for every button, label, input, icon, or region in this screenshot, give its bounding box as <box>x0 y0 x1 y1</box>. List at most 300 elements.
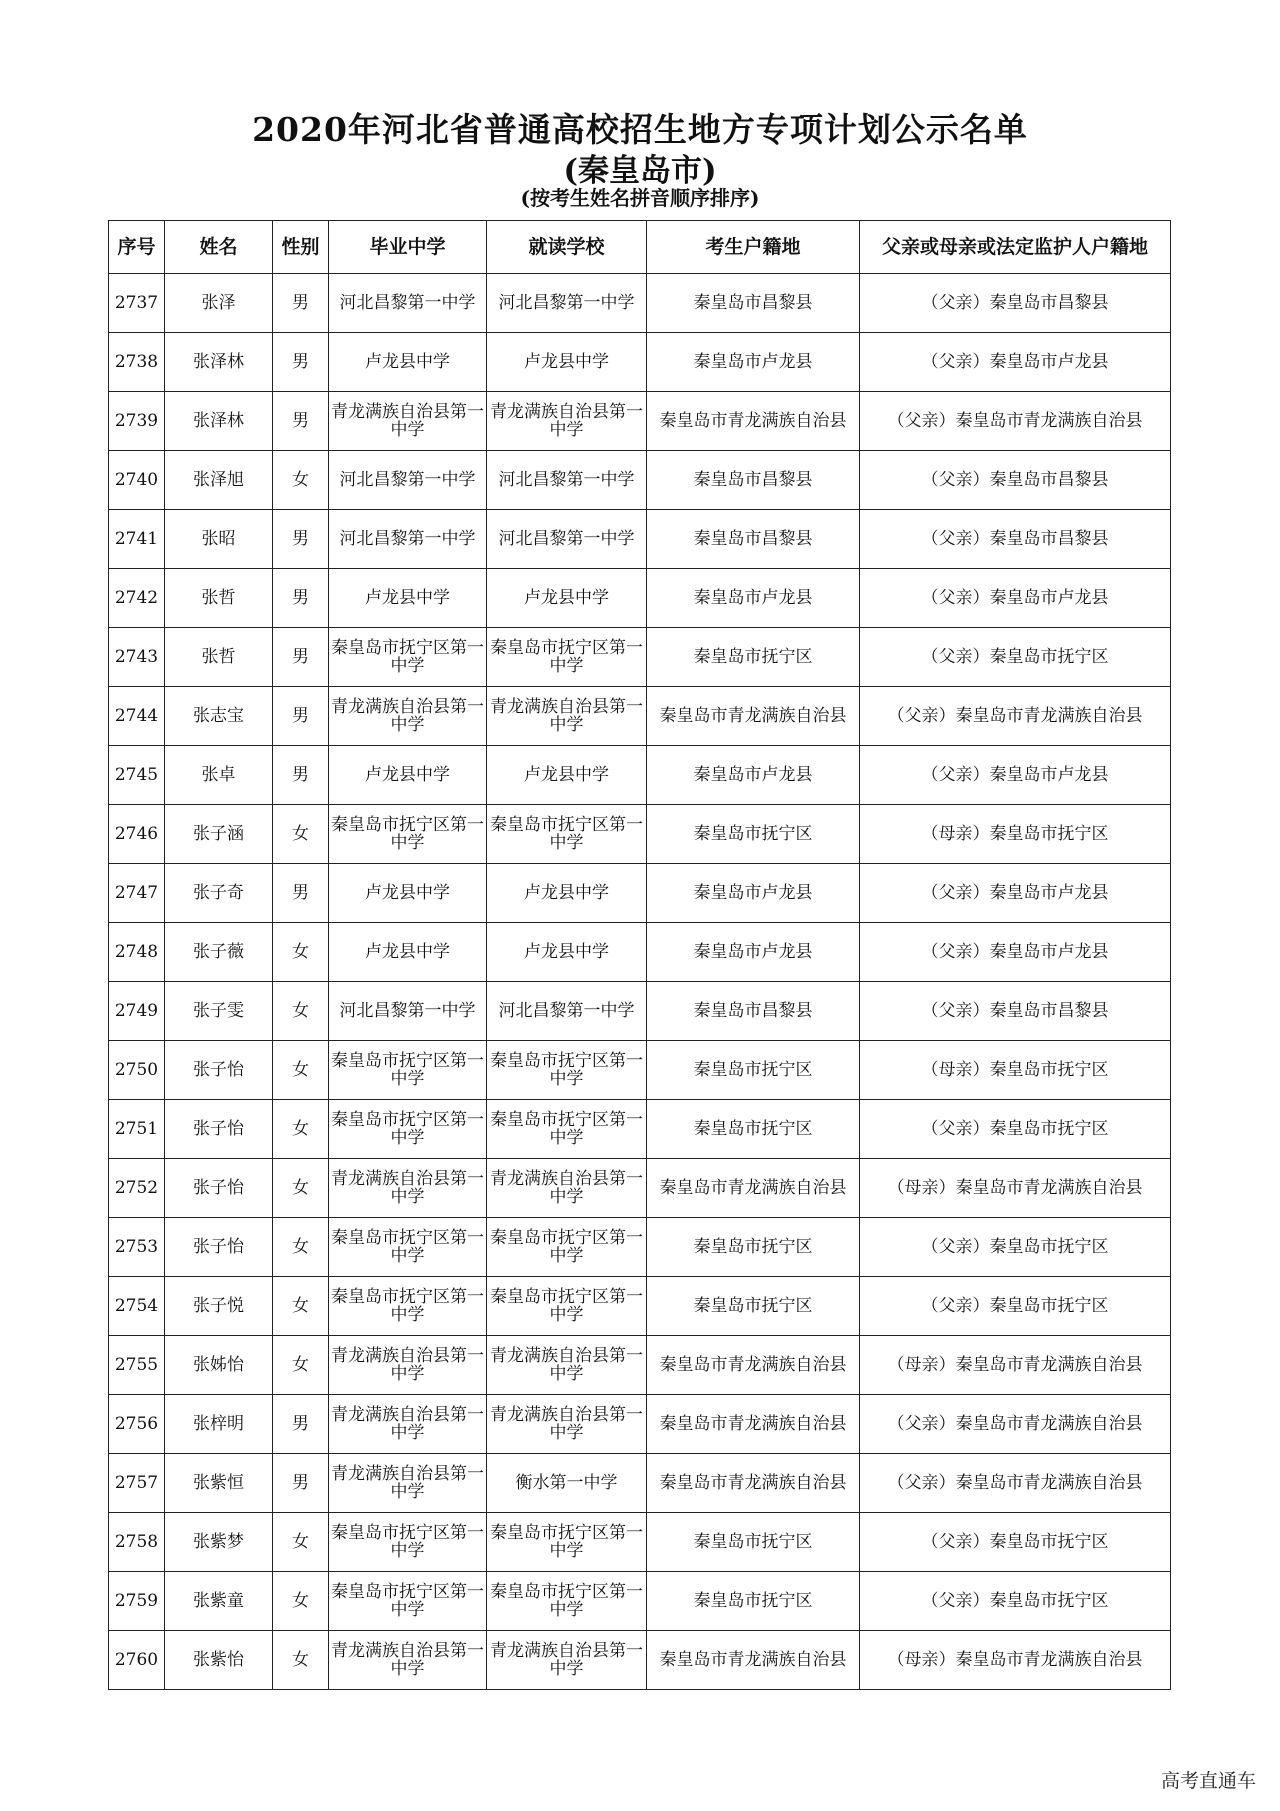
table-row <box>109 628 1171 687</box>
close-paren: ） <box>972 1119 990 1139</box>
cell-student-hukou: 秦皇岛市昌黎县 <box>647 982 860 1041</box>
open-paren: （ <box>887 1178 905 1198</box>
table-row <box>109 451 1171 510</box>
cell-current-school: 卢龙县中学 <box>487 746 647 805</box>
guardian-hukou: 秦皇岛市抚宁区 <box>989 1060 1109 1080</box>
open-paren: （ <box>921 1001 939 1021</box>
page-title: 2020年河北省普通高校招生地方专项计划公示名单 <box>252 110 1028 149</box>
table-row <box>109 864 1171 923</box>
table-row <box>109 333 1171 392</box>
cell-student-hukou: 秦皇岛市青龙满族自治县 <box>647 1454 860 1513</box>
cell-serial: 2759 <box>109 1572 165 1631</box>
header-graduation-school: 毕业中学 <box>329 221 487 274</box>
cell-serial: 2743 <box>109 628 165 687</box>
cell-student-hukou: 秦皇岛市抚宁区 <box>647 1277 860 1336</box>
cell-graduation-school: 河北昌黎第一中学 <box>329 982 487 1041</box>
cell-graduation-school: 秦皇岛市抚宁区第一中学 <box>329 1572 487 1631</box>
cell-gender: 男 <box>273 510 329 569</box>
watermark: 高考直通车 <box>1160 1770 1256 1792</box>
cell-graduation-school: 卢龙县中学 <box>329 333 487 392</box>
guardian-hukou: 秦皇岛市青龙满族自治县 <box>955 1355 1143 1375</box>
cell-serial: 2740 <box>109 451 165 510</box>
cell-gender: 女 <box>273 982 329 1041</box>
cell-serial: 2744 <box>109 687 165 746</box>
open-paren: （ <box>921 824 939 844</box>
cell-student-hukou: 秦皇岛市抚宁区 <box>647 805 860 864</box>
header-current-school: 就读学校 <box>487 221 647 274</box>
cell-graduation-school: 青龙满族自治县第一中学 <box>329 1159 487 1218</box>
cell-graduation-school: 秦皇岛市抚宁区第一中学 <box>329 1513 487 1572</box>
cell-graduation-school: 青龙满族自治县第一中学 <box>329 1631 487 1690</box>
cell-current-school: 卢龙县中学 <box>487 569 647 628</box>
cell-name: 张志宝 <box>165 687 273 746</box>
cell-student-hukou: 秦皇岛市青龙满族自治县 <box>647 392 860 451</box>
cell-name: 张梓明 <box>165 1395 273 1454</box>
cell-name: 张紫童 <box>165 1572 273 1631</box>
cell-current-school: 秦皇岛市抚宁区第一中学 <box>487 1572 647 1631</box>
close-paren: ） <box>972 1237 990 1257</box>
guardian-hukou: 秦皇岛市青龙满族自治县 <box>955 706 1143 726</box>
cell-current-school: 卢龙县中学 <box>487 333 647 392</box>
table-row <box>109 1100 1171 1159</box>
cell-guardian-hukou <box>860 1395 1171 1454</box>
cell-guardian-hukou <box>860 1336 1171 1395</box>
cell-serial: 2737 <box>109 274 165 333</box>
cell-current-school: 青龙满族自治县第一中学 <box>487 392 647 451</box>
cell-current-school: 秦皇岛市抚宁区第一中学 <box>487 1100 647 1159</box>
guardian-relation: 母亲 <box>904 1178 939 1198</box>
open-paren: （ <box>921 1060 939 1080</box>
cell-name: 张紫怡 <box>165 1631 273 1690</box>
table-row <box>109 1218 1171 1277</box>
table-row <box>109 1336 1171 1395</box>
cell-student-hukou: 秦皇岛市昌黎县 <box>647 510 860 569</box>
close-paren: ） <box>938 706 956 726</box>
cell-serial: 2755 <box>109 1336 165 1395</box>
table-row <box>109 392 1171 451</box>
cell-serial: 2760 <box>109 1631 165 1690</box>
cell-serial: 2753 <box>109 1218 165 1277</box>
table-row <box>109 510 1171 569</box>
cell-student-hukou: 秦皇岛市青龙满族自治县 <box>647 1159 860 1218</box>
table-row <box>109 569 1171 628</box>
cell-current-school: 秦皇岛市抚宁区第一中学 <box>487 1513 647 1572</box>
cell-name: 张子雯 <box>165 982 273 1041</box>
table-row <box>109 1395 1171 1454</box>
table-row <box>109 1159 1171 1218</box>
table-body <box>109 274 1171 1690</box>
cell-student-hukou: 秦皇岛市卢龙县 <box>647 923 860 982</box>
cell-name: 张子怡 <box>165 1041 273 1100</box>
open-paren: （ <box>921 647 939 667</box>
cell-guardian-hukou <box>860 274 1171 333</box>
cell-graduation-school: 青龙满族自治县第一中学 <box>329 1395 487 1454</box>
table-header-row <box>109 221 1171 274</box>
table-row <box>109 746 1171 805</box>
cell-current-school: 青龙满族自治县第一中学 <box>487 1336 647 1395</box>
guardian-hukou: 秦皇岛市青龙满族自治县 <box>955 1178 1143 1198</box>
cell-guardian-hukou <box>860 746 1171 805</box>
cell-student-hukou: 秦皇岛市抚宁区 <box>647 1513 860 1572</box>
cell-student-hukou: 秦皇岛市青龙满族自治县 <box>647 1395 860 1454</box>
table-row <box>109 1513 1171 1572</box>
guardian-relation: 父亲 <box>904 1473 939 1493</box>
cell-gender: 男 <box>273 392 329 451</box>
guardian-relation: 父亲 <box>938 647 973 667</box>
cell-student-hukou: 秦皇岛市抚宁区 <box>647 1100 860 1159</box>
table-row <box>109 805 1171 864</box>
table-row <box>109 982 1171 1041</box>
close-paren: ） <box>938 1473 956 1493</box>
cell-guardian-hukou <box>860 1513 1171 1572</box>
cell-serial: 2747 <box>109 864 165 923</box>
cell-name: 张卓 <box>165 746 273 805</box>
cell-gender: 女 <box>273 1277 329 1336</box>
cell-current-school: 秦皇岛市抚宁区第一中学 <box>487 628 647 687</box>
cell-current-school: 河北昌黎第一中学 <box>487 274 647 333</box>
header-guardian-hukou: 父亲或母亲或法定监护人户籍地 <box>860 221 1171 274</box>
cell-student-hukou: 秦皇岛市青龙满族自治县 <box>647 687 860 746</box>
cell-serial: 2741 <box>109 510 165 569</box>
cell-guardian-hukou <box>860 333 1171 392</box>
cell-graduation-school: 秦皇岛市抚宁区第一中学 <box>329 805 487 864</box>
guardian-relation: 父亲 <box>938 942 973 962</box>
cell-student-hukou: 秦皇岛市抚宁区 <box>647 1041 860 1100</box>
cell-student-hukou: 秦皇岛市昌黎县 <box>647 274 860 333</box>
guardian-relation: 父亲 <box>938 883 973 903</box>
cell-name: 张子怡 <box>165 1100 273 1159</box>
open-paren: （ <box>887 411 905 431</box>
table-row <box>109 1631 1171 1690</box>
open-paren: （ <box>921 765 939 785</box>
cell-serial: 2751 <box>109 1100 165 1159</box>
cell-graduation-school: 河北昌黎第一中学 <box>329 274 487 333</box>
cell-current-school: 卢龙县中学 <box>487 923 647 982</box>
cell-name: 张泽林 <box>165 392 273 451</box>
table-row <box>109 923 1171 982</box>
cell-graduation-school: 青龙满族自治县第一中学 <box>329 1454 487 1513</box>
cell-guardian-hukou <box>860 1572 1171 1631</box>
cell-serial: 2746 <box>109 805 165 864</box>
close-paren: ） <box>972 942 990 962</box>
open-paren: （ <box>921 529 939 549</box>
cell-name: 张紫恒 <box>165 1454 273 1513</box>
cell-student-hukou: 秦皇岛市抚宁区 <box>647 1218 860 1277</box>
cell-serial: 2750 <box>109 1041 165 1100</box>
cell-gender: 男 <box>273 274 329 333</box>
guardian-hukou: 秦皇岛市青龙满族自治县 <box>955 1650 1143 1670</box>
open-paren: （ <box>921 1237 939 1257</box>
cell-name: 张子薇 <box>165 923 273 982</box>
cell-current-school: 卢龙县中学 <box>487 864 647 923</box>
guardian-hukou: 秦皇岛市抚宁区 <box>989 1296 1109 1316</box>
guardian-relation: 父亲 <box>904 411 939 431</box>
cell-gender: 男 <box>273 1395 329 1454</box>
cell-graduation-school: 河北昌黎第一中学 <box>329 510 487 569</box>
cell-gender: 女 <box>273 923 329 982</box>
cell-gender: 女 <box>273 1336 329 1395</box>
guardian-hukou: 秦皇岛市昌黎县 <box>989 293 1109 313</box>
cell-name: 张哲 <box>165 628 273 687</box>
open-paren: （ <box>887 1414 905 1434</box>
cell-gender: 女 <box>273 1100 329 1159</box>
cell-serial: 2742 <box>109 569 165 628</box>
guardian-relation: 父亲 <box>938 1532 973 1552</box>
close-paren: ） <box>972 883 990 903</box>
guardian-hukou: 秦皇岛市昌黎县 <box>989 470 1109 490</box>
cell-gender: 女 <box>273 451 329 510</box>
guardian-hukou: 秦皇岛市卢龙县 <box>989 352 1109 372</box>
cell-graduation-school: 秦皇岛市抚宁区第一中学 <box>329 628 487 687</box>
guardian-relation: 母亲 <box>938 824 973 844</box>
cell-current-school: 秦皇岛市抚宁区第一中学 <box>487 1277 647 1336</box>
guardian-hukou: 秦皇岛市昌黎县 <box>989 529 1109 549</box>
cell-name: 张哲 <box>165 569 273 628</box>
cell-name: 张紫梦 <box>165 1513 273 1572</box>
guardian-hukou: 秦皇岛市卢龙县 <box>989 942 1109 962</box>
guardian-relation: 父亲 <box>938 1237 973 1257</box>
guardian-hukou: 秦皇岛市抚宁区 <box>989 1591 1109 1611</box>
cell-current-school: 青龙满族自治县第一中学 <box>487 1159 647 1218</box>
cell-gender: 男 <box>273 864 329 923</box>
cell-guardian-hukou <box>860 1100 1171 1159</box>
guardian-relation: 母亲 <box>904 1650 939 1670</box>
cell-guardian-hukou <box>860 1218 1171 1277</box>
table-row <box>109 1277 1171 1336</box>
cell-name: 张子怡 <box>165 1159 273 1218</box>
cell-current-school: 秦皇岛市抚宁区第一中学 <box>487 805 647 864</box>
open-paren: （ <box>887 1473 905 1493</box>
cell-name: 张子涵 <box>165 805 273 864</box>
cell-guardian-hukou <box>860 687 1171 746</box>
guardian-relation: 父亲 <box>904 706 939 726</box>
guardian-hukou: 秦皇岛市抚宁区 <box>989 1532 1109 1552</box>
guardian-relation: 父亲 <box>938 529 973 549</box>
guardian-hukou: 秦皇岛市卢龙县 <box>989 588 1109 608</box>
close-paren: ） <box>972 824 990 844</box>
guardian-relation: 父亲 <box>938 1001 973 1021</box>
table-row <box>109 687 1171 746</box>
cell-student-hukou: 秦皇岛市昌黎县 <box>647 451 860 510</box>
cell-name: 张姊怡 <box>165 1336 273 1395</box>
close-paren: ） <box>972 1060 990 1080</box>
guardian-hukou: 秦皇岛市抚宁区 <box>989 647 1109 667</box>
close-paren: ） <box>938 1414 956 1434</box>
cell-gender: 男 <box>273 687 329 746</box>
header-serial: 序号 <box>109 221 165 274</box>
cell-current-school: 河北昌黎第一中学 <box>487 451 647 510</box>
guardian-relation: 父亲 <box>938 588 973 608</box>
table-row <box>109 274 1171 333</box>
header-gender: 性别 <box>273 221 329 274</box>
cell-graduation-school: 秦皇岛市抚宁区第一中学 <box>329 1277 487 1336</box>
table-row <box>109 1454 1171 1513</box>
cell-graduation-school: 卢龙县中学 <box>329 746 487 805</box>
cell-gender: 女 <box>273 1218 329 1277</box>
open-paren: （ <box>921 1119 939 1139</box>
cell-guardian-hukou <box>860 392 1171 451</box>
cell-current-school: 青龙满族自治县第一中学 <box>487 1395 647 1454</box>
close-paren: ） <box>972 1591 990 1611</box>
open-paren: （ <box>887 706 905 726</box>
guardian-hukou: 秦皇岛市卢龙县 <box>989 883 1109 903</box>
cell-guardian-hukou <box>860 1454 1171 1513</box>
cell-serial: 2739 <box>109 392 165 451</box>
guardian-hukou: 秦皇岛市昌黎县 <box>989 1001 1109 1021</box>
cell-name: 张子怡 <box>165 1218 273 1277</box>
admission-list-table <box>108 220 1171 1690</box>
cell-name: 张泽 <box>165 274 273 333</box>
close-paren: ） <box>972 529 990 549</box>
close-paren: ） <box>972 765 990 785</box>
cell-student-hukou: 秦皇岛市卢龙县 <box>647 864 860 923</box>
cell-graduation-school: 卢龙县中学 <box>329 569 487 628</box>
cell-student-hukou: 秦皇岛市青龙满族自治县 <box>647 1631 860 1690</box>
close-paren: ） <box>972 352 990 372</box>
cell-current-school: 衡水第一中学 <box>487 1454 647 1513</box>
open-paren: （ <box>921 293 939 313</box>
cell-student-hukou: 秦皇岛市抚宁区 <box>647 1572 860 1631</box>
open-paren: （ <box>921 1532 939 1552</box>
cell-graduation-school: 河北昌黎第一中学 <box>329 451 487 510</box>
cell-gender: 女 <box>273 1572 329 1631</box>
cell-graduation-school: 卢龙县中学 <box>329 923 487 982</box>
open-paren: （ <box>921 1296 939 1316</box>
cell-gender: 女 <box>273 1159 329 1218</box>
open-paren: （ <box>921 352 939 372</box>
cell-guardian-hukou <box>860 1277 1171 1336</box>
open-paren: （ <box>921 470 939 490</box>
cell-name: 张子奇 <box>165 864 273 923</box>
cell-guardian-hukou <box>860 1159 1171 1218</box>
guardian-relation: 父亲 <box>938 1591 973 1611</box>
guardian-relation: 父亲 <box>938 765 973 785</box>
cell-guardian-hukou <box>860 510 1171 569</box>
open-paren: （ <box>921 1591 939 1611</box>
cell-gender: 男 <box>273 628 329 687</box>
cell-guardian-hukou <box>860 628 1171 687</box>
cell-serial: 2749 <box>109 982 165 1041</box>
cell-gender: 女 <box>273 1041 329 1100</box>
cell-graduation-school: 青龙满族自治县第一中学 <box>329 687 487 746</box>
cell-serial: 2757 <box>109 1454 165 1513</box>
cell-current-school: 青龙满族自治县第一中学 <box>487 1631 647 1690</box>
cell-student-hukou: 秦皇岛市青龙满族自治县 <box>647 1336 860 1395</box>
header-name: 姓名 <box>165 221 273 274</box>
close-paren: ） <box>972 588 990 608</box>
guardian-relation: 父亲 <box>938 293 973 313</box>
guardian-hukou: 秦皇岛市抚宁区 <box>989 824 1109 844</box>
close-paren: ） <box>938 1650 956 1670</box>
cell-guardian-hukou <box>860 923 1171 982</box>
open-paren: （ <box>921 588 939 608</box>
close-paren: ） <box>972 470 990 490</box>
close-paren: ） <box>972 1001 990 1021</box>
close-paren: ） <box>972 1532 990 1552</box>
cell-guardian-hukou <box>860 1631 1171 1690</box>
page-subtitle-sort-note: (按考生姓名拼音顺序排序) <box>520 186 760 210</box>
cell-gender: 男 <box>273 569 329 628</box>
open-paren: （ <box>921 942 939 962</box>
guardian-hukou: 秦皇岛市青龙满族自治县 <box>955 1473 1143 1493</box>
guardian-relation: 父亲 <box>938 470 973 490</box>
cell-gender: 男 <box>273 746 329 805</box>
cell-serial: 2738 <box>109 333 165 392</box>
cell-guardian-hukou <box>860 569 1171 628</box>
cell-gender: 女 <box>273 1631 329 1690</box>
guardian-hukou: 秦皇岛市卢龙县 <box>989 765 1109 785</box>
close-paren: ） <box>972 1296 990 1316</box>
guardian-hukou: 秦皇岛市青龙满族自治县 <box>955 411 1143 431</box>
cell-student-hukou: 秦皇岛市卢龙县 <box>647 333 860 392</box>
cell-serial: 2752 <box>109 1159 165 1218</box>
cell-name: 张昭 <box>165 510 273 569</box>
cell-gender: 女 <box>273 805 329 864</box>
guardian-hukou: 秦皇岛市抚宁区 <box>989 1237 1109 1257</box>
cell-gender: 男 <box>273 333 329 392</box>
cell-serial: 2756 <box>109 1395 165 1454</box>
cell-serial: 2754 <box>109 1277 165 1336</box>
close-paren: ） <box>938 1355 956 1375</box>
cell-graduation-school: 秦皇岛市抚宁区第一中学 <box>329 1100 487 1159</box>
guardian-relation: 父亲 <box>938 1296 973 1316</box>
open-paren: （ <box>887 1650 905 1670</box>
cell-current-school: 河北昌黎第一中学 <box>487 510 647 569</box>
cell-guardian-hukou <box>860 451 1171 510</box>
guardian-relation: 父亲 <box>938 1119 973 1139</box>
guardian-relation: 母亲 <box>938 1060 973 1080</box>
close-paren: ） <box>938 1178 956 1198</box>
cell-guardian-hukou <box>860 1041 1171 1100</box>
cell-serial: 2748 <box>109 923 165 982</box>
cell-student-hukou: 秦皇岛市卢龙县 <box>647 569 860 628</box>
close-paren: ） <box>938 411 956 431</box>
cell-graduation-school: 青龙满族自治县第一中学 <box>329 1336 487 1395</box>
cell-guardian-hukou <box>860 982 1171 1041</box>
guardian-relation: 父亲 <box>904 1414 939 1434</box>
guardian-hukou: 秦皇岛市青龙满族自治县 <box>955 1414 1143 1434</box>
cell-serial: 2745 <box>109 746 165 805</box>
guardian-hukou: 秦皇岛市抚宁区 <box>989 1119 1109 1139</box>
close-paren: ） <box>972 293 990 313</box>
table-row <box>109 1572 1171 1631</box>
cell-graduation-school: 秦皇岛市抚宁区第一中学 <box>329 1041 487 1100</box>
cell-gender: 女 <box>273 1513 329 1572</box>
cell-current-school: 青龙满族自治县第一中学 <box>487 687 647 746</box>
page-subtitle-city: (秦皇岛市) <box>563 153 717 189</box>
cell-serial: 2758 <box>109 1513 165 1572</box>
open-paren: （ <box>887 1355 905 1375</box>
table-row <box>109 1041 1171 1100</box>
cell-student-hukou: 秦皇岛市卢龙县 <box>647 746 860 805</box>
open-paren: （ <box>921 883 939 903</box>
cell-graduation-school: 卢龙县中学 <box>329 864 487 923</box>
cell-gender: 男 <box>273 1454 329 1513</box>
guardian-relation: 母亲 <box>904 1355 939 1375</box>
cell-graduation-school: 秦皇岛市抚宁区第一中学 <box>329 1218 487 1277</box>
cell-name: 张泽林 <box>165 333 273 392</box>
close-paren: ） <box>972 647 990 667</box>
cell-name: 张子悦 <box>165 1277 273 1336</box>
cell-current-school: 秦皇岛市抚宁区第一中学 <box>487 1041 647 1100</box>
cell-guardian-hukou <box>860 864 1171 923</box>
cell-student-hukou: 秦皇岛市抚宁区 <box>647 628 860 687</box>
guardian-relation: 父亲 <box>938 352 973 372</box>
cell-current-school: 秦皇岛市抚宁区第一中学 <box>487 1218 647 1277</box>
cell-graduation-school: 青龙满族自治县第一中学 <box>329 392 487 451</box>
cell-guardian-hukou <box>860 805 1171 864</box>
header-student-hukou: 考生户籍地 <box>647 221 860 274</box>
